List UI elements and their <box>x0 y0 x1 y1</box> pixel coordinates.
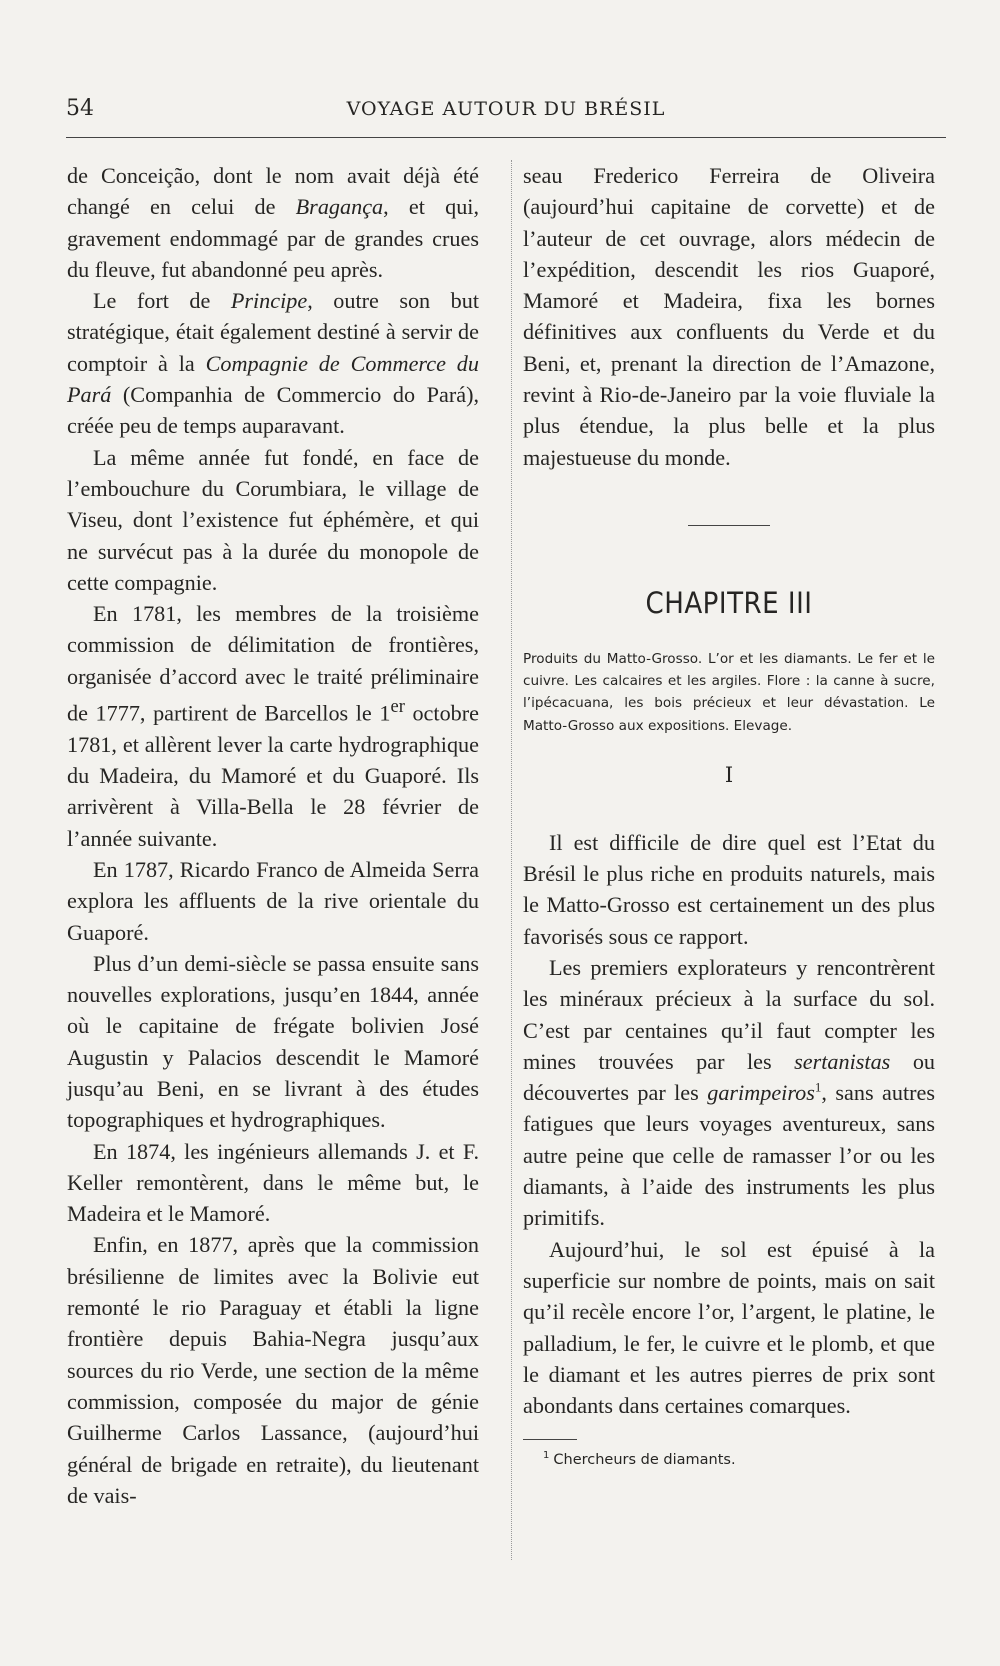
header-rule <box>66 137 946 138</box>
footnote-rule <box>523 1439 577 1440</box>
chapter-summary: Produits du Matto-Grosso. L’or et les diamants. Le fer et le cuivre. Les calcaires et les argiles. Flore : la canne à sucre, l’ipécacuana, les bois précieux et leur dévastation. Le Matto-Grosso aux expositions. Elevage. <box>523 650 935 734</box>
left-paragraph: En 1787, Ricardo Franco de Almeida Serra explora les affluents de la rive orientale du Guaporé. <box>67 856 479 945</box>
left-paragraph: de Conceição, dont le nom avait déjà été changé en celui de Bragança, et qui, gravement endommagé par de grandes crues du fleuve, fut abandonné peu après. <box>67 163 479 282</box>
right-paragraph: Les premiers explorateurs y rencontrèrent les minéraux précieux à la surface du sol. C’est par centaines qu’il faut compter les mines trouvées par les sertanistas ou découvertes par les garimpeiros$^1$, sans autres fatigues que leurs voyages aventureux, sans autre peine que celle de ramasser l’or ou les diamants, à l’aide des instruments les plus primitifs. <box>523 954 935 1231</box>
left-paragraph: Enfin, en 1877, après que la commission brésilienne de limites avec la Bolivie eut remonté le rio Paraguay et établi la ligne frontière depuis Bahia-Negra jusqu’aux sources du rio Verde, une section de la même commission, composée du major de génie Guilherme Carlos Lassance, (aujourd’hui général de brigade en retraite), du lieutenant de vais- <box>67 1232 479 1508</box>
column-separator <box>511 160 512 1560</box>
chapter-title: CHAPITRE III <box>645 585 813 620</box>
footnote-marker: 1 <box>543 1450 550 1462</box>
left-paragraph: En 1781, les membres de la troisième commission de délimitation de frontières, organisée d’accord avec le traité préliminaire de 1777, partirent de Barcellos le 1er octobre 1781, et allèrent lever la carte hydrographique du Madeira, du Mamoré et du Guaporé. Ils arrivèrent à Villa-Bella le 28 février de l’année suivante. <box>67 601 479 851</box>
section-divider <box>688 525 770 526</box>
page-header <box>66 96 946 128</box>
left-column <box>67 160 479 1511</box>
left-paragraph: La même année fut fondé, en face de l’embouchure du Corumbiara, le village de Viseu, dont l’existence fut éphémère, et qui ne survécut pas à la durée du monopole de cette compagnie. <box>67 444 479 595</box>
left-paragraph: Plus d’un demi-siècle se passa ensuite sans nouvelles explorations, jusqu’en 1844, année où le capitaine de frégate bolivien José Augustin y Palacios descendit le Mamoré jusqu’au Beni, en se livrant à des études topographiques et hydrographiques. <box>67 950 479 1133</box>
right-opening-paragraph: seau Frederico Ferreira de Oliveira (aujourd’hui capitaine de corvette) et de l’auteur de cet ouvrage, alors médecin de l’expédition, descendit les rios Guaporé, Mamoré et Madeira, fixa les bornes définitives aux confluents du Verde et du Beni, et, prenant la direction de l’Amazone, revint à Rio-de-Janeiro par la voie fluviale la plus étendue, la plus belle et la plus majestueuse du monde. <box>523 163 935 470</box>
section-number: I <box>724 762 734 787</box>
right-paragraph: Il est difficile de dire quel est l’Etat du Brésil le plus riche en produits naturels, mais le Matto-Grosso est certainement un des plus favorisés sous ce rapport. <box>523 829 935 949</box>
footnote-text: Chercheurs de diamants. <box>553 1452 736 1469</box>
page-number: 54 <box>66 96 94 121</box>
right-body <box>523 827 935 1422</box>
right-paragraph: Aujourd’hui, le sol est épuisé à la superficie sur nombre de points, mais on sait qu’il recèle encore l’or, l’argent, le platine, le palladium, le fer, le cuivre et le plomb, et que le diamant et les autres pierres de prix sont abondants dans certaines comarques. <box>523 1236 935 1419</box>
right-column <box>523 160 935 1468</box>
left-paragraph: Le fort de Principe, outre son but stratégique, était également destiné à servir de comptoir à la Compagnie de Commerce du Pará (Companhia de Commercio do Pará), créée peu de temps auparavant. <box>67 288 479 439</box>
left-paragraph: En 1874, les ingénieurs allemands J. et F. Keller remontèrent, dans le même but, le Madeira et le Mamoré. <box>67 1138 479 1227</box>
running-title: VOYAGE AUTOUR DU BRÉSIL <box>346 98 666 120</box>
footnote <box>523 1450 935 1468</box>
